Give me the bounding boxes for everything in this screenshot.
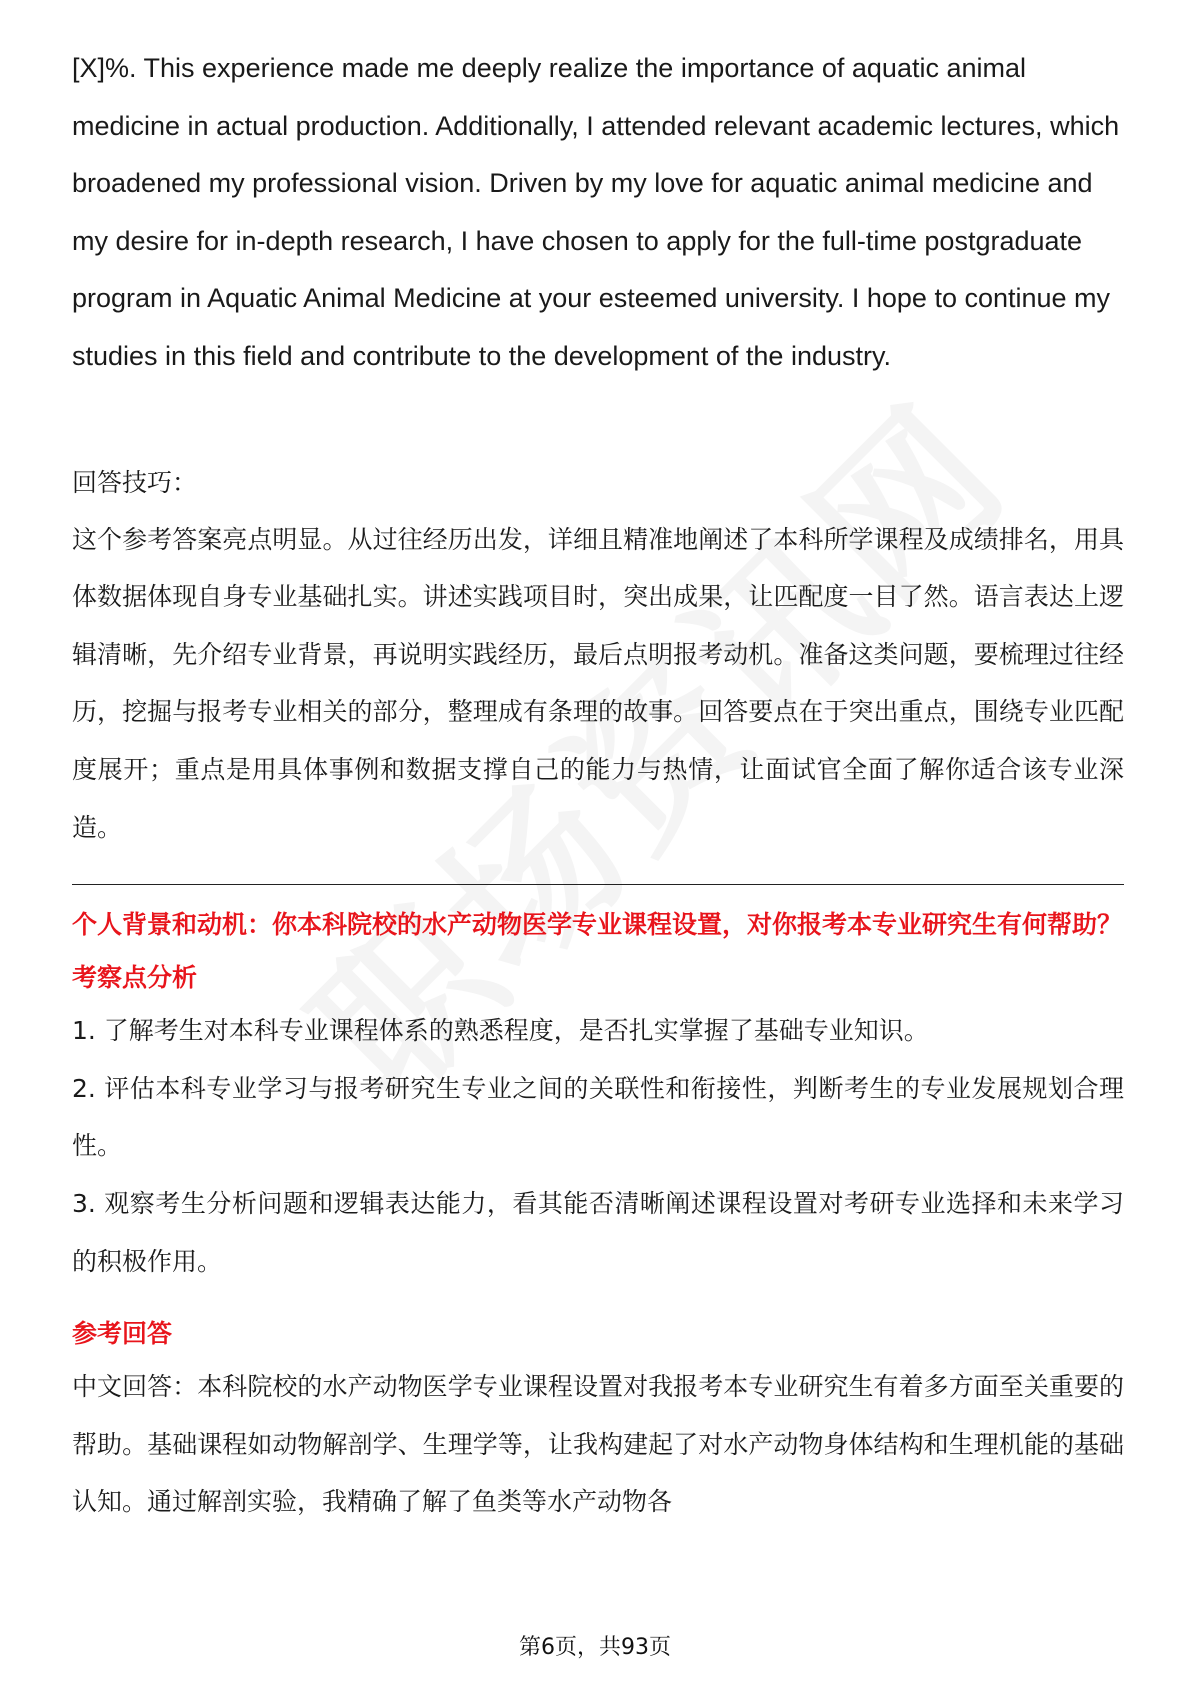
reference-answer-body: 中文回答：本科院校的水产动物医学专业课程设置对我报考本专业研究生有着多方面至关重要的帮助。基础课程如动物解剖学、生理学等，让我构建起了对水产动物身体结构和生理机能的基础认知。通过解剖实验，我精确了解了鱼类等水产动物各	[72, 1372, 1124, 1517]
page-number-footer: 第6页，共93页	[519, 1635, 671, 1660]
section-divider	[72, 884, 1124, 885]
analysis-item: 1. 了解考生对本科专业课程体系的熟悉程度，是否扎实掌握了基础专业知识。	[72, 1016, 929, 1046]
tips-body: 这个参考答案亮点明显。从过往经历出发，详细且精准地阐述了本科所学课程及成绩排名，用具体数据体现自身专业基础扎实。讲述实践项目时，突出成果，让匹配度一目了然。语言表达上逻辑清晰，先介绍专业背景，再说明实践经历，最后点明报考动机。准备这类问题，要梳理过往经历，挖掘与报考专业相关的部分，整理成有条理的故事。回答要点在于突出重点，围绕专业匹配度展开；重点是用具体事例和数据支撑自己的能力与热情，让面试官全面了解你适合该专业深造。	[72, 524, 1124, 842]
analysis-heading: 考察点分析	[72, 963, 198, 993]
tips-label: 回答技巧：	[72, 467, 198, 497]
reference-heading: 参考回答	[72, 1319, 173, 1349]
analysis-item: 2. 评估本科专业学习与报考研究生专业之间的关联性和衔接性，判断考生的专业发展规划合理性。	[72, 1073, 1124, 1161]
page-content	[72, 40, 1124, 1531]
analysis-item: 3. 观察考生分析问题和逻辑表达能力，看其能否清晰阐述课程设置对考研专业选择和未来学习的积极作用。	[72, 1188, 1124, 1276]
question-title: 个人背景和动机：你本科院校的水产动物医学专业课程设置，对你报考本专业研究生有何帮助？	[72, 910, 1123, 940]
english-answer-paragraph: [X]%. This experience made me deeply realize the importance of aquatic animal medicine in actual production. Additionally, I attended relevant academic lectures, which broadened my professional vision. Driven by my love for aquatic animal medicine and my desire for in-depth research, I have chosen to apply for the full-time postgraduate program in Aquatic Animal Medicine at your esteemed university. I hope to continue my studies in this field and contribute to the development of the industry.	[72, 53, 1120, 371]
